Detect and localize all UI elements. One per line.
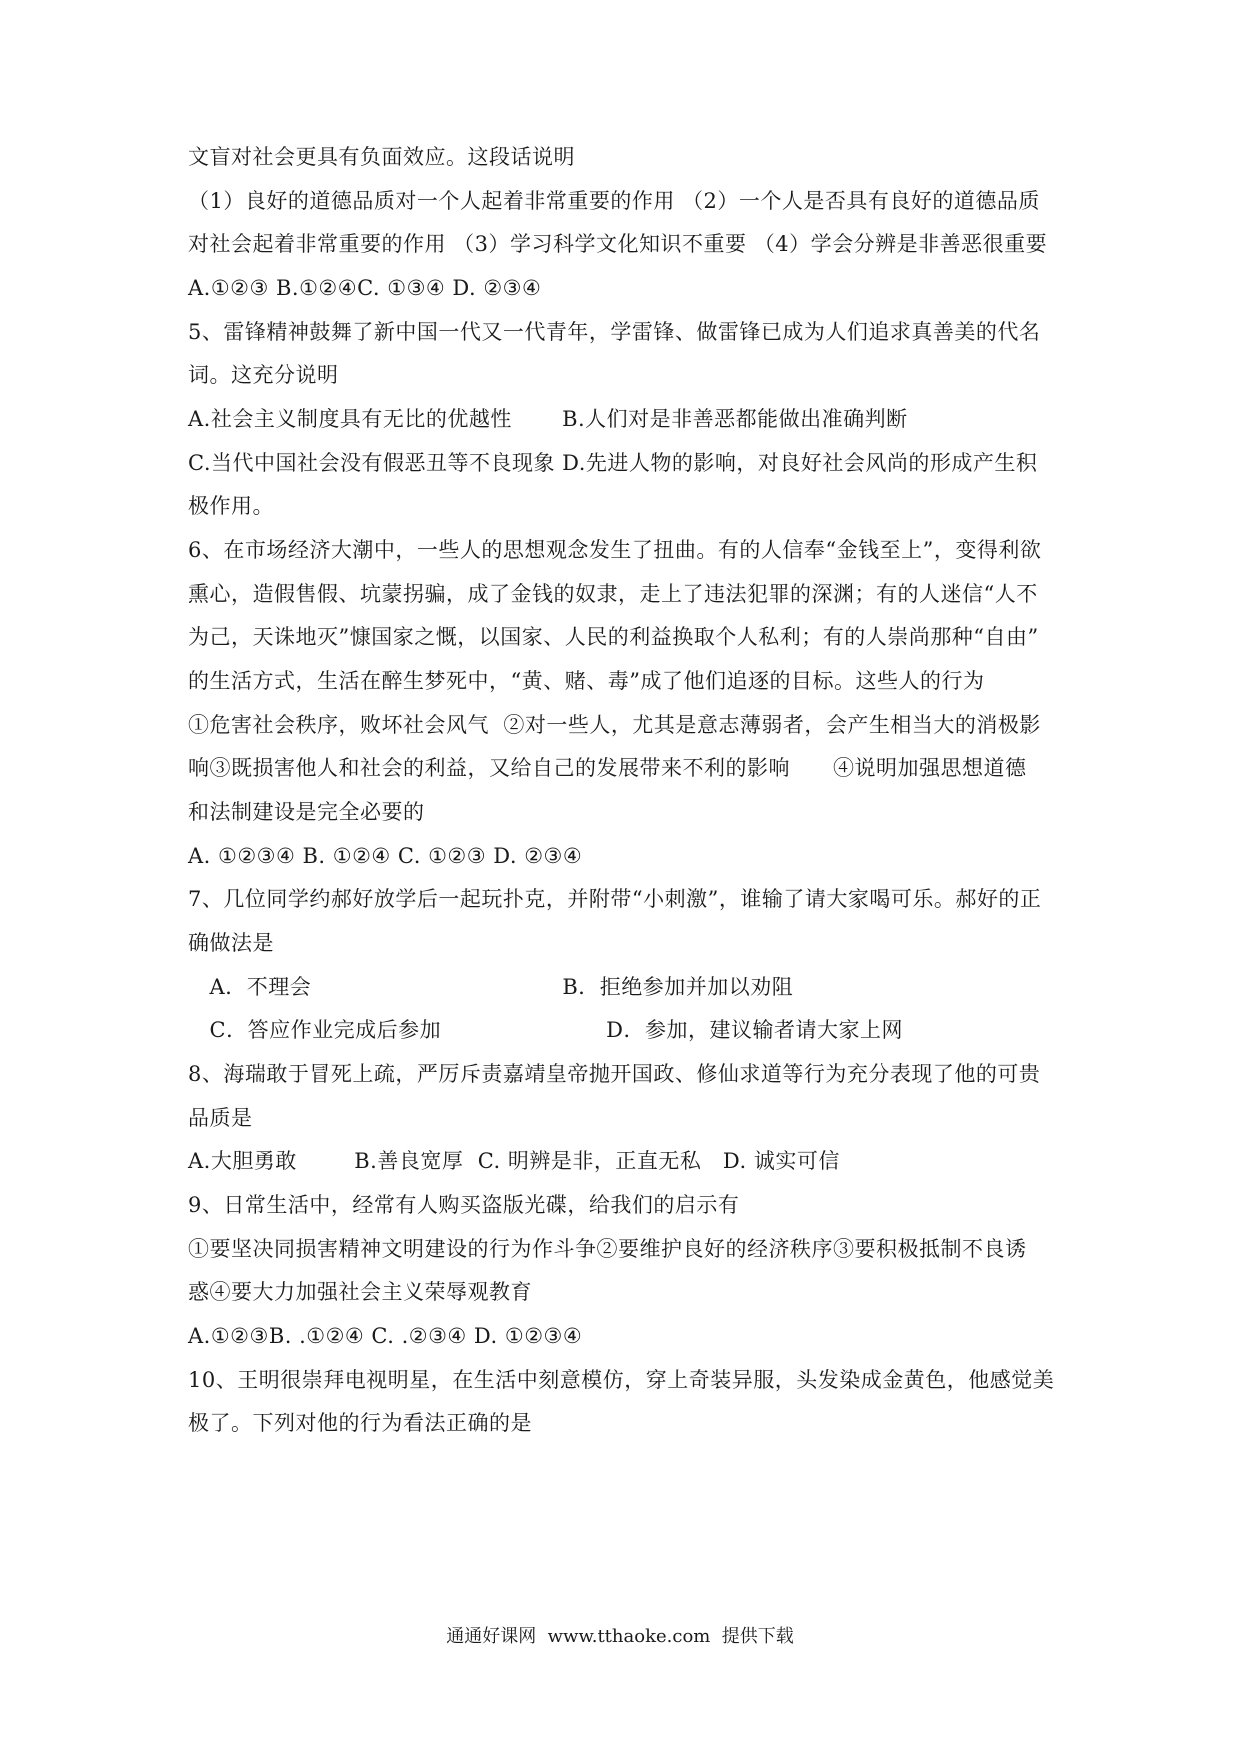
text-line: 文盲对社会更具有负面效应。这段话说明 bbox=[188, 145, 575, 169]
text-line: 和法制建设是完全必要的 bbox=[188, 800, 425, 824]
text-line: C．答应作业完成后参加 D．参加，建议输者请大家上网 bbox=[188, 1018, 903, 1042]
text-line: A. ①②③④ B. ①②④ C. ①②③ D. ②③④ bbox=[188, 844, 583, 868]
text-line: 确做法是 bbox=[188, 931, 274, 955]
text-line: 5、雷锋精神鼓舞了新中国一代又一代青年，学雷锋、做雷锋已成为人们追求真善美的代名 bbox=[188, 320, 1041, 344]
text-line: 9、日常生活中，经常有人购买盗版光碟，给我们的启示有 bbox=[188, 1193, 740, 1217]
text-line: 对社会起着非常重要的作用 （3）学习科学文化知识不重要 （4）学会分辨是非善恶很重要 bbox=[188, 232, 1048, 256]
text-line: A.①②③ B.①②④C. ①③④ D. ②③④ bbox=[188, 276, 542, 300]
text-line: 熏心，造假售假、坑蒙拐骗，成了金钱的奴隶，走上了违法犯罪的深渊；有的人迷信“人不 bbox=[188, 582, 1038, 606]
text-line: 10、王明很崇拜电视明星，在生活中刻意模仿，穿上奇装异服，头发染成金黄色，他感觉美 bbox=[188, 1368, 1055, 1392]
text-line: 的生活方式，生活在醉生梦死中，“黄、赌、毒”成了他们追逐的目标。这些人的行为 bbox=[188, 669, 985, 693]
text-line: 6、在市场经济大潮中，一些人的思想观念发生了扭曲。有的人信奉“金钱至上”，变得利欲 bbox=[188, 538, 1042, 562]
text-line: 7、几位同学约郝好放学后一起玩扑克，并附带“小刺激”，谁输了请大家喝可乐。郝好的正 bbox=[188, 887, 1042, 911]
text-line: A.大胆勇敢 B.善良宽厚 C. 明辨是非，正直无私 D. 诚实可信 bbox=[188, 1149, 840, 1173]
text-line: 极作用。 bbox=[188, 494, 274, 518]
text-line: 为己，天诛地灭”慷国家之慨，以国家、人民的利益换取个人私利；有的人崇尚那种“自由” bbox=[188, 625, 1039, 649]
text-line: （1）良好的道德品质对一个人起着非常重要的作用 （2）一个人是否具有良好的道德品质 bbox=[188, 189, 1040, 213]
text-line: 8、海瑞敢于冒死上疏，严厉斥责嘉靖皇帝抛开国政、修仙求道等行为充分表现了他的可贵 bbox=[188, 1062, 1041, 1086]
text-line: 极了。下列对他的行为看法正确的是 bbox=[188, 1411, 532, 1435]
text-line: C.当代中国社会没有假恶丑等不良现象 D.先进人物的影响，对良好社会风尚的形成产生积 bbox=[188, 451, 1038, 475]
text-line: 品质是 bbox=[188, 1106, 253, 1130]
text-line: A．不理会 B．拒绝参加并加以劝阻 bbox=[188, 975, 794, 999]
text-line: 词。这充分说明 bbox=[188, 363, 339, 387]
text-line: ①危害社会秩序，败坏社会风气 ②对一些人，尤其是意志薄弱者，会产生相当大的消极影 bbox=[188, 713, 1041, 737]
text-line: A.①②③B. .①②④ C. .②③④ D. ①②③④ bbox=[188, 1324, 583, 1348]
text-line: A.社会主义制度具有无比的优越性 B.人们对是非善恶都能做出准确判断 bbox=[188, 407, 908, 431]
page-footer: 通通好课网 www.tthaoke.com 提供下载 bbox=[446, 1626, 794, 1647]
text-line: 响③既损害他人和社会的利益，又给自己的发展带来不利的影响 ④说明加强思想道德 bbox=[188, 756, 1027, 780]
text-line: ①要坚决同损害精神文明建设的行为作斗争②要维护良好的经济秩序③要积极抵制不良诱 bbox=[188, 1237, 1027, 1261]
text-line: 惑④要大力加强社会主义荣辱观教育 bbox=[188, 1280, 532, 1304]
